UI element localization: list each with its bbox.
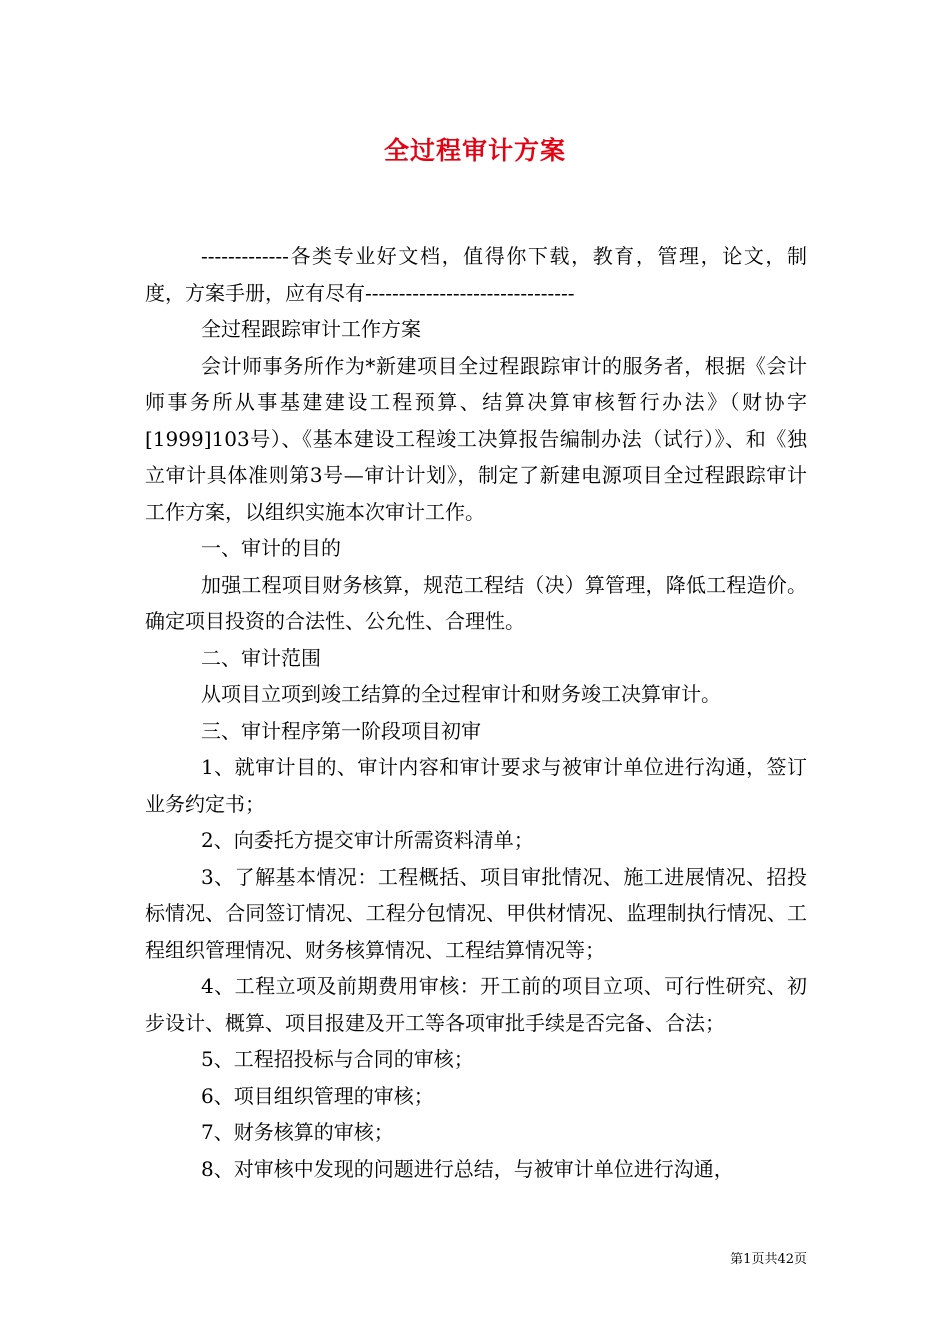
heading-purpose: 一、审计的目的 (201, 536, 341, 560)
page-number-footer: 第1页共42页 (730, 1252, 807, 1267)
paragraph-subtitle: 全过程跟踪审计工作方案 (201, 317, 421, 341)
paragraph-banner: -------------各类专业好文档，值得你下载，教育，管理，论文，制度，方案手册，应有尽有------------------------------- (145, 244, 807, 305)
paragraph-purpose: 加强工程项目财务核算，规范工程结（决）算管理，降低工程造价。确定项目投资的合法性、公允性、合理性。 (145, 572, 807, 633)
document-body (145, 238, 807, 1187)
list-item-3: 3、了解基本情况：工程概括、项目审批情况、施工进展情况、招投标情况、合同签订情况、工程分包情况、甲供材情况、监理制执行情况、工程组织管理情况、财务核算情况、工程结算情况等； (145, 864, 807, 962)
list-item-5: 5、工程招投标与合同的审核； (201, 1047, 474, 1071)
document-title: 全过程审计方案 (383, 136, 566, 165)
heading-scope: 二、审计范围 (201, 645, 321, 670)
list-item-4: 4、工程立项及前期费用审核：开工前的项目立项、可行性研究、初步设计、概算、项目报建及开工等各项审批手续是否完备、合法； (145, 974, 807, 1035)
list-item-2: 2、向委托方提交审计所需资料清单； (201, 828, 534, 852)
heading-procedure: 三、审计程序第一阶段项目初审 (201, 718, 481, 743)
list-item-8: 8、对审核中发现的问题进行总结，与被审计单位进行沟通， (201, 1156, 734, 1181)
list-item-7: 7、财务核算的审核； (201, 1120, 394, 1144)
list-item-1: 1、就审计目的、审计内容和审计要求与被审计单位进行沟通，签订业务约定书； (145, 755, 807, 816)
list-item-6: 6、项目组织管理的审核； (201, 1083, 434, 1108)
paragraph-scope: 从项目立项到竣工结算的全过程审计和财务竣工决算审计。 (201, 682, 721, 706)
paragraph-intro: 会计师事务所作为*新建项目全过程跟踪审计的服务者，根据《会计师事务所从事基建建设工程预算、结算决算审核暂行办法》（财协字[1999]103号）、《基本建设工程竣工决算报告编制办法（试行）》、和《独立审计具体准则第3号—审计计划》，制定了新建电源项目全过程跟踪审计工作方案，以组织实施本次审计工作。 (145, 353, 807, 524)
